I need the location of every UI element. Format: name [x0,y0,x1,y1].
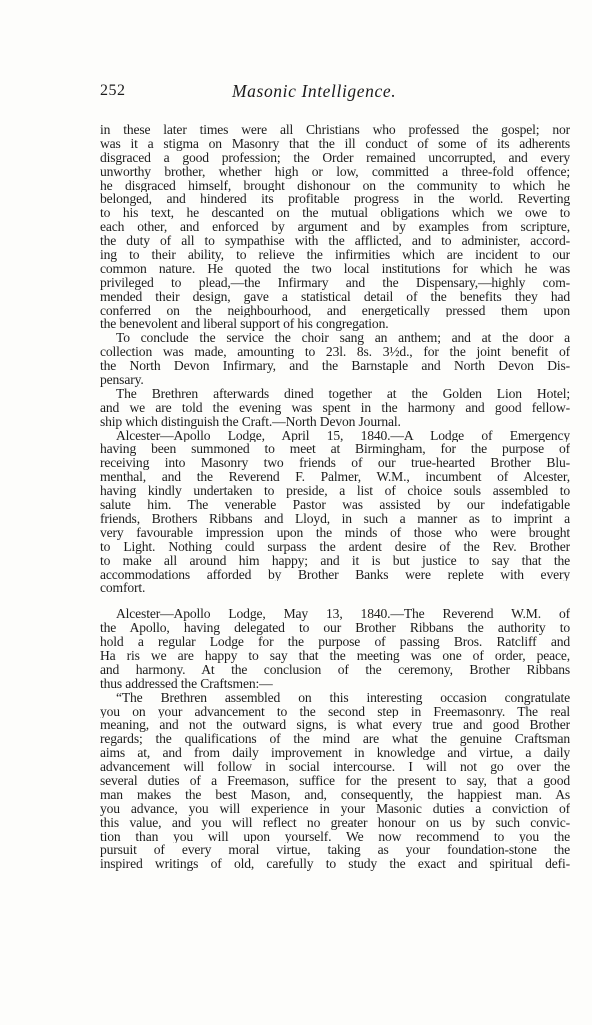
running-title: Masonic Intelligence. [232,81,397,101]
text-line: aims at, and from daily improvement in knowledge and virtue, a daily [100,746,570,761]
text-line: ing to their ability, to relieve the infirmities which are incident to our [100,248,570,262]
text-line: Alcester—Apollo Lodge, April 15, 1840.—A Lodge of Emergency [116,428,570,443]
text-line: menthal, and the Reverend F. Palmer, W.M., incumbent of Alcester, [100,470,570,485]
text-line: “The Brethren assembled on this interesting occasion congratulate [116,690,570,705]
text-line: tion than you will upon yourself. We now recommend to you the [100,829,570,844]
text-line: regards; the qualifications of the mind are what the genuine Craftsman [100,732,570,747]
text-line: the Apollo, having delegated to our Brother Ribbans the authority to [100,621,570,636]
text-line: several duties of a Freemason, suffice for the present to say, that a good [100,773,570,788]
text-line: To conclude the service the choir sang an anthem; and at the door a [116,331,570,346]
text-line: having kindly undertaken to preside, a list of choice souls assembled to [100,484,570,499]
text-line: comfort. [100,581,146,596]
text-line: salute him. The venerable Pastor was assisted by our indefatigable [100,498,570,512]
text-line: mended their design, gave a statistical detail of the benefits they had [100,289,570,304]
text-line: disgraced a good profession; the Order remained uncorrupted, and every [100,150,570,165]
text-line: accommodations afforded by Brother Banks were replete with every [100,567,570,582]
text-line: this value, and you will reflect no greater honour on us by such convic- [100,815,570,830]
text-line: you advance, you will experience in your Masonic duties a conviction of [100,801,570,816]
text-line: common nature. He quoted the two local institutions for which he was [100,261,570,276]
text-line: very favourable impression upon the minds of those who were brought [100,525,570,540]
text-line: pursuit of every moral virtue, taking as your foundation-stone the [100,843,570,858]
text-line: privileged to plead,—the Infirmary and the Dispensary,—highly com- [100,275,570,290]
text-line: to his text, he descanted on the mutual obligations which we owe to [100,206,570,221]
body-text [100,123,570,871]
text-line: meaning, and not the outward signs, is what every true and good Brother [100,718,570,733]
text-line: Alcester—Apollo Lodge, May 13, 1840.—The Reverend W.M. of [116,607,570,622]
text-line: hold a regular Lodge for the purpose of passing Bros. Ratcliff and [100,635,570,649]
text-line: pensary. [100,373,144,387]
text-line: each other, and enforced by argument and by examples from scripture, [100,220,570,235]
text-line: he disgraced himself, brought dishonour on the community to which he [100,178,570,193]
text-line: to Light. Nothing could surpass the ardent desire of the Rev. Brother [100,539,570,554]
text-line: the benevolent and liberal support of his congregation. [100,317,389,332]
text-line: the North Devon Infirmary, and the Barnstaple and North Devon Dis- [100,359,570,374]
text-line: man makes the best Mason, and, consequently, the happiest man. As [100,787,570,802]
paragraph-gap [100,595,570,607]
text-line: ship which distinguish the Craft.—North Devon Journal. [100,414,401,429]
text-line: conferred on the neighbourhood, and energetically pressed them upon [100,303,570,318]
text-line: inspired writings of old, carefully to study the exact and spiritual defi- [100,857,570,872]
text-line: the duty of all to sympathise with the afflicted, and to administer, accord- [100,234,570,249]
text-line: you on your advancement to the second step in Freemasonry. The real [100,704,570,719]
text-line: thus addressed the Craftsmen:— [100,676,273,691]
text-line: friends, Brothers Ribbans and Lloyd, in such a manner as to imprint a [100,511,570,526]
page-header [100,82,570,106]
text-line: having been summoned to meet at Birmingham, for the purpose of [100,442,570,457]
text-line: and we are told the evening was spent in the harmony and good fellow- [100,400,570,415]
text-line: collection was made, amounting to 23l. 8s. 3½d., for the joint benefit of [100,345,570,360]
text-line: was it a stigma on Masonry that the ill conduct of some of its adherents [100,136,570,151]
text-line: to make all around him happy; and it is but justice to say that the [100,553,570,568]
text-line: in these later times were all Christians who professed the gospel; nor [100,123,570,137]
text-line: Ha ris we are happy to say that the meeting was one of order, peace, [100,648,570,663]
text-line: belonged, and hindered its profitable progress in the world. Reverting [100,192,570,207]
text-line: advancement will follow in social intercourse. I will not go over the [100,760,570,774]
text-line: The Brethren afterwards dined together at the Golden Lion Hotel; [116,386,570,401]
text-line: unworthy brother, whether high or low, committed a three-fold offence; [100,164,570,179]
page-number: 252 [100,82,126,99]
text-line: and harmony. At the conclusion of the ceremony, Brother Ribbans [100,662,570,677]
text-line: receiving into Masonry two friends of our true-hearted Brother Blu- [100,456,570,471]
